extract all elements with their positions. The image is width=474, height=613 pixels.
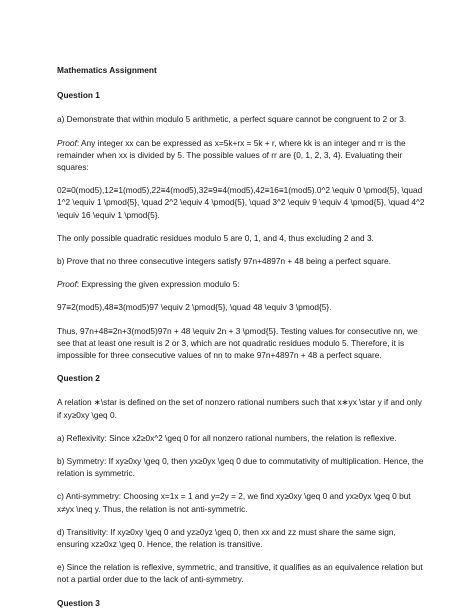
- q1-part-a: a) Demonstrate that within modulo 5 arithmetic, a perfect square cannot be congruent to 2 or 3.: [57, 114, 407, 125]
- q2-intro: A relation ∗\star is defined on the set of nonzero rational numbers such that x∗yx \star y if and only if xy≥0xy \geq 0.: [57, 397, 422, 420]
- q2-part-e: e) Since the relation is reflexive, symmetric, and transitive, it qualifies as an equivalence relation but not a partial order due to the lack of anti-symmetry.: [57, 562, 423, 585]
- proof-label-2: Proof: [57, 279, 77, 290]
- question-3-heading: Question 3: [57, 597, 100, 608]
- q2-part-b: b) Symmetry: If xy≥0xy \geq 0, then yx≥0yx \geq 0 due to commutativity of multiplication. Hence, the relation is symmetric.: [57, 456, 424, 479]
- q2-part-d: d) Transitivity: If xy≥0xy \geq 0 and yz≥0yz \geq 0, then xx and zz must share the same sign, ensuring xz≥0xz \geq 0. Hence, the relation is transitive.: [57, 526, 396, 550]
- proof-text: : Any integer xx can be expressed as x=5k+rx = 5k + r, where kk is an integer and rr is the remainder when xx is divided by 5. The possible values of rr are {0, 1, 2, 3, 4}. Evaluating their squares:: [57, 137, 406, 173]
- question-1-heading: Question 1: [57, 90, 100, 101]
- q1-proof: [57, 137, 428, 174]
- q1-squares: 02≡0(mod5),12≡1(mod5),22≡4(mod5),32≡9≡4(mod5),42≡16≡1(mod5).0^2 \equiv 0 \pmod{5}, \quad 1^2 \equiv 1 \pmod{5}, \quad 2^2 \equiv 4 \pmod{5}, \quad 3^2 \equiv 9 \equiv 4 \pmod{5}, \quad 4^2 \equiv 16 \equiv 1 \pmod{5}.: [57, 185, 425, 220]
- proof-text-2: : Expressing the given expression modulo 5:: [76, 279, 240, 290]
- q1-part-b: b) Prove that no three consecutive integers satisfy 97n+4897n + 48 being a perfect square.: [57, 256, 391, 267]
- document-title: Mathematics Assignment: [57, 65, 157, 75]
- q1-thus: Thus, 97n+48≡2n+3(mod5)97n + 48 \equiv 2n + 3 \pmod{5}. Testing values for consecutive nn, we see that at least one result is 2 or 3, which are not quadratic residues modulo 5. Therefore, it is impossible for three consecutive values of nn to make 97n+4897n + 48 a perfect square.: [57, 325, 418, 361]
- q1-proof-2: [57, 278, 428, 290]
- question-2-heading: Question 2: [57, 373, 100, 384]
- q1-residues: The only possible quadratic residues modulo 5 are 0, 1, and 4, thus excluding 2 and 3.: [57, 232, 374, 243]
- q1-mod-expression: 97≡2(mod5),48≡3(mod5)97 \equiv 2 \pmod{5}, \quad 48 \equiv 3 \pmod{5}.: [57, 302, 332, 313]
- proof-label: Proof: [57, 137, 77, 148]
- q2-part-c: c) Anti-symmetry: Choosing x=1x = 1 and y=2y = 2, we find xy≥0xy \geq 0 and yx≥0yx \geq 0 but x≠yx \neq y. Thus, the relation is not anti-symmetric.: [57, 491, 411, 514]
- q2-part-a: a) Reflexivity: Since x2≥0x^2 \geq 0 for all nonzero rational numbers, the relation is reflexive.: [57, 432, 397, 443]
